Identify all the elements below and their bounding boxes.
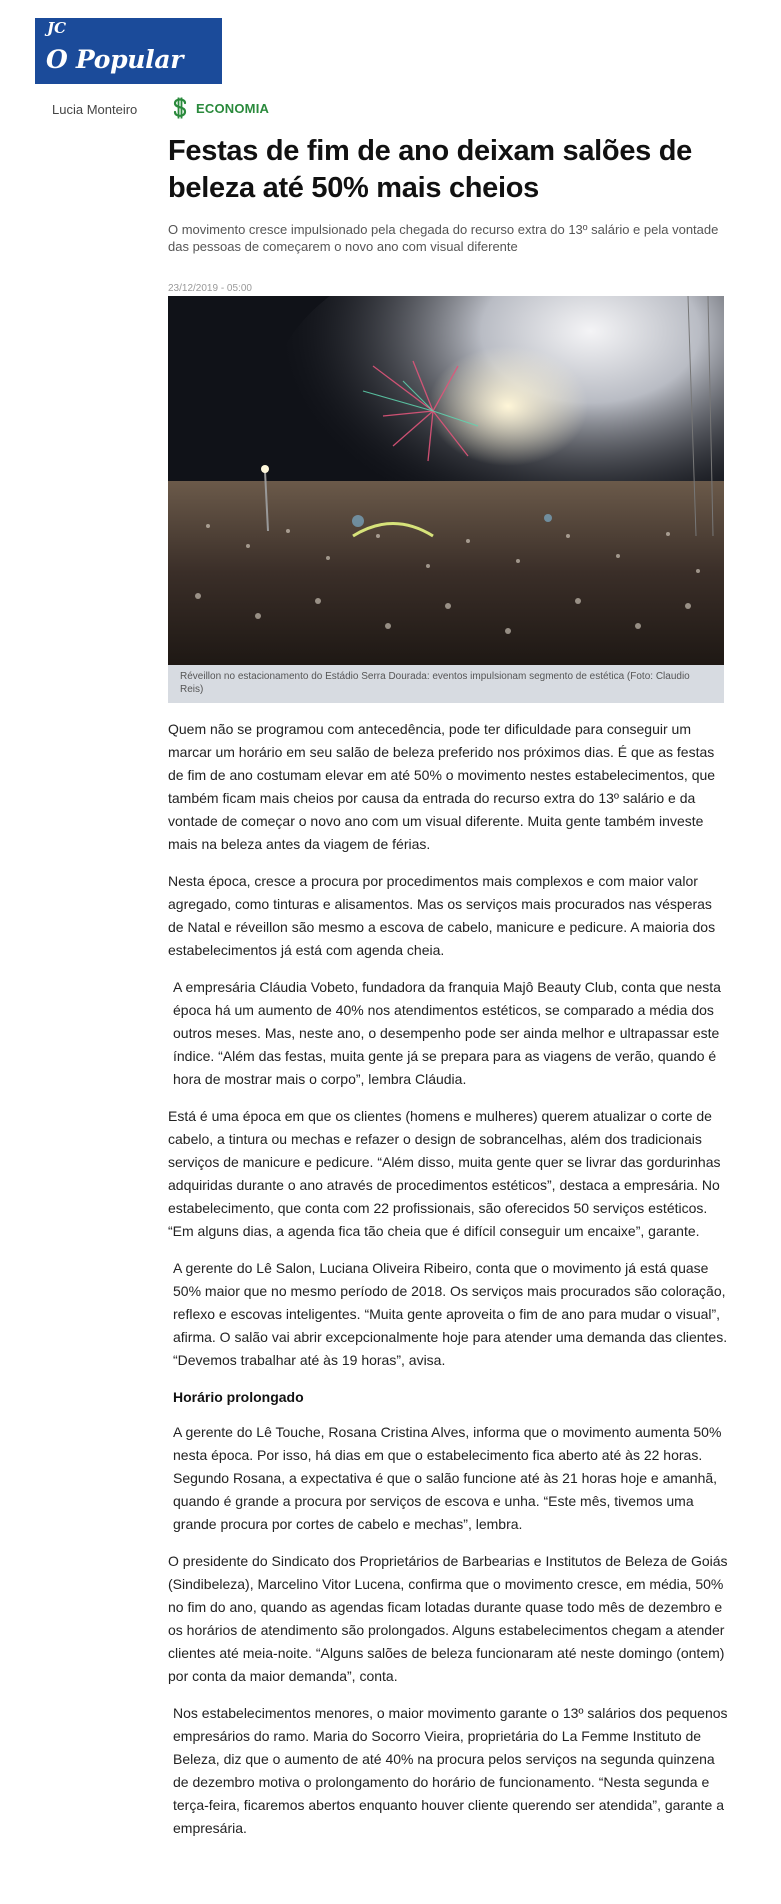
site-logo[interactable] [35,18,222,84]
article-body [168,718,730,1854]
paragraph: A gerente do Lê Salon, Luciana Oliveira Ribeiro, conta que o movimento já está quase 50% maior que no mesmo período de 2018. Os serviços mais procurados são coloração, reflexo e escovas inteligentes. “Muita gente aproveita o fim de ano para mudar o visual”, afirma. O salão vai abrir excepcionalmente hoje para atender uma demanda das clientes. “Devemos trabalhar até às 19 horas”, avisa. [173,1260,728,1368]
paragraph: Nesta época, cresce a procura por procedimentos mais complexos e com maior valor agregado, como tinturas e alisamentos. Mas os serviços mais procurados nas vésperas de Natal e réveillon são mesmo a escova de cabelo, manicure e pedicure. A maioria dos estabelecimentos já está com agenda cheia. [168,873,716,958]
dollar-icon [170,97,190,119]
paragraph: A gerente do Lê Touche, Rosana Cristina Alves, informa que o movimento aumenta 50% nesta época. Por isso, há dias em que o estabelecimento fica aberto até às 22 horas. Segundo Rosana, a expectativa é que o salão funcione até às 21 horas hoje e amanhã, quando é grande a procura por serviços de escova e unha. “Este mês, tivemos uma grande procura por cortes de cabelo e mechas”, lembra. [173,1424,722,1532]
photo-caption: Réveillon no estacionamento do Estádio Serra Dourada: eventos impulsionam segmento de estética (Foto: Claudio Reis) [168,665,724,703]
paragraph: Quem não se programou com antecedência, pode ter dificuldade para conseguir um marcar um horário em seu salão de beleza preferido nos próximos dias. É que as festas de fim de ano costumam elevar em até 50% o movimento nestes estabelecimentos, que também ficam mais cheios por causa da entrada do recurso extra do 13º salário e da vontade de começar o novo ano com um visual diferente. Muita gente também investe mais na beleza antes da viagem de férias. [168,721,716,852]
section-tag[interactable] [170,97,269,119]
logo-name: O Popular [46,45,184,74]
article-date: 23/12/2019 - 05:00 [168,283,252,294]
section-label: ECONOMIA [196,100,270,116]
paragraph: Está é uma época em que os clientes (homens e mulheres) querem atualizar o corte de cabelo, a tintura ou mechas e refazer o design de sobrancelhas, além dos tradicionais serviços de manicure e pedicure. “Além disso, muita gente quer se livrar das gordurinhas adquiridas durante o ano através de procedimentos estéticos”, destaca a empresária. No estabelecimento, que conta com 22 profissionais, são oferecidos 50 serviços estéticos. “Em alguns dias, a agenda fica tão cheia que é difícil conseguir um encaixe”, garante. [168,1108,721,1239]
author-name[interactable]: Lucia Monteiro [52,102,138,117]
paragraph: Nos estabelecimentos menores, o maior movimento garante o 13º salários dos pequenos empresários do ramo. Maria do Socorro Vieira, proprietária do La Femme Instituto de Beleza, diz que o aumento de até 40% na procura pelos serviços na segunda quinzena de dezembro motiva o prolongamento do horário de funcionamento. “Nesta segunda e terça-feira, ficaremos abertos enquanto houver cliente querendo ser atendida”, garante a empresária. [173,1705,728,1836]
article-title: Festas de fim de ano deixam salões de beleza até 50% mais cheios [168,135,692,204]
paragraph: A empresária Cláudia Vobeto, fundadora da franquia Majô Beauty Club, conta que nesta época há um aumento de 40% nos atendimentos estéticos, se comparado a média dos outros meses. Mas, neste ano, o desempenho pode ser ainda melhor e ultrapassar este índice. “Além das festas, muita gente já se prepara para as viagens de verão, quando é hora de mostrar mais o corpo”, lembra Cláudia. [173,979,721,1087]
article-subtitle: O movimento cresce impulsionado pela chegada do recurso extra do 13º salário e pela vontade das pessoas de começarem o novo ano com visual diferente [168,222,719,254]
logo-jc-mark: JC [47,19,67,37]
paragraph: O presidente do Sindicato dos Proprietários de Barbearias e Institutos de Beleza de Goiás (Sindibeleza), Marcelino Vitor Lucena, confirma que o movimento cresce, em média, 50% no fim do ano, quando as agendas ficam lotadas durante quase todo mês de dezembro e os horários de atendimento são prolongados. Alguns estabelecimentos chegam a atender clientes até meia-noite. “Alguns salões de beleza funcionaram até neste domingo (ontem) por conta da maior demanda”, conta. [168,1553,728,1684]
article-photo [168,296,724,665]
article-subheading: Horário prolongado [173,1389,304,1405]
